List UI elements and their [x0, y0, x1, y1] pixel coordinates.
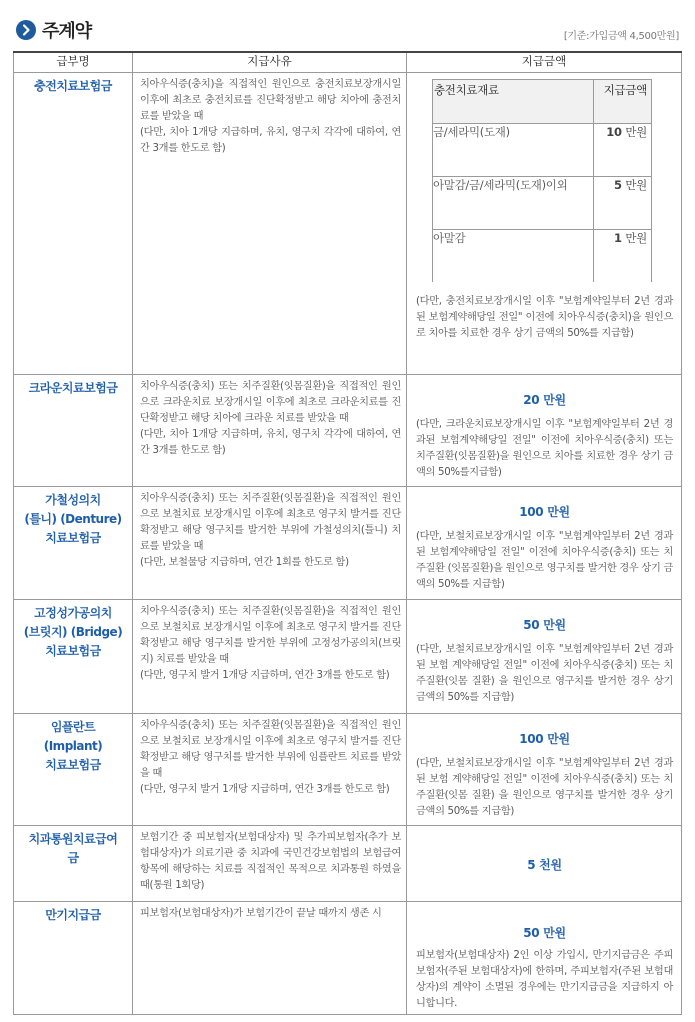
basis-note: [기준:가입금액 4,500만원]: [563, 31, 679, 42]
benefits-table: [13, 51, 682, 1015]
payment-note: (다만, 충전치료보장개시일 이후 "보험계약일부터 2년 경과된 보험계약해당일 전일" 이전에 치아우식증(충치)을 원인으로 치아를 치료한 경우 상기 금액의 50%를 지급함): [416, 296, 673, 340]
benefit-name: 가철성의치 (틀니) (Denture) 치료보험금: [14, 487, 133, 600]
payment-amount-value: 50 만원: [523, 926, 566, 940]
payment-reason: 치아우식증(충치) 또는 치주질환(잇몸질환)을 직접적인 원인으로 보철치료 보장개시일 이후에 최초로 영구치 발거를 진단 확정받고 해당 영구치를 발거한 부위에 가철성의치(틀니) 치료를 받았을 때 (다만, 보철물당 지급하며, 연간 1회를 한도로 함): [133, 487, 407, 600]
payment-reason: 치아우식증(충치)을 직접적인 원인으로 충전치료보장개시일 이후에 최초로 충전치료를 진단확정받고 해당 치아에 충전치료를 받았을 때 (다만, 치아 1개당 지급하며, 유치, 영구치 각각에 대하여, 연간 3개를 한도로 함): [133, 73, 407, 375]
table-row: [14, 714, 682, 826]
payment-reason: 치아우식증(충치) 또는 치주질환(잇몸질환)을 직접적인 원인으로 보철치료 보장개시일 이후에 최초로 영구치 발거를 진단 확정받고 해당 영구치를 발거한 부위에 임플란트 치료를 받았을 때 (다만, 영구치 발거 1개당 지급하며, 연간 3개를 한도로 함): [133, 714, 407, 826]
table-header-row: [14, 52, 682, 73]
benefit-name: 임플란트 (Implant) 치료보험금: [14, 714, 133, 826]
payment-reason: 피보험자(보험대상자)가 보험기간이 끝날 때까지 생존 시: [133, 902, 407, 1015]
benefit-name: 치과통원치료급여 금: [14, 826, 133, 902]
benefit-name: 충전치료보험금: [14, 73, 133, 375]
table-row: [14, 600, 682, 714]
table-row: [14, 375, 682, 487]
payment-note: 피보험자(보험대상자) 2인 이상 가입시, 만기지급금은 주피보험자(주된 보험대상자)에 한하며, 주피보험자(주된 보험대상자)의 계약이 소멸된 경우에는 만기지급금을 지급하지 아니합니다.: [416, 950, 673, 1010]
payment-reason: 보험기간 중 피보험자(보험대상자) 및 추가피보험자(추가 보험대상자)가 의료기관 중 치과에 국민건강보험법의 보험급여항목에 해당하는 치료를 직접적인 목적으로 치과통원 하였을 때(통원 1회당): [133, 826, 407, 902]
table-row: [14, 73, 682, 375]
payment-reason: 치아우식증(충치) 또는 치주질환(잇몸질환)을 직접적인 원인으로 크라운치료 보장개시일 이후에 최초로 크라운치료를 진단확정받고 해당 치아에 크라운 치료를 받았을 때 (다만, 치아 1개당 지급하며, 유치, 영구치 각각에 대하여, 연간 3개를 한도로 함): [133, 375, 407, 487]
benefit-name: 만기지급금: [14, 902, 133, 1015]
material-name: 아말감/금/세라믹(도재)이외: [433, 177, 594, 230]
table-row: [14, 826, 682, 902]
payment-note: (다만, 보철치료보장개시일 이후 "보험계약일부터 2년 경과된 보험계약해당일 전일" 이전에 치아우식증(충치) 또는 치주질환 (잇몸질환)을 원인으로 영구치를 발거한 경우 상기 금액의 50%를 지급함): [416, 531, 673, 591]
table-row: [14, 487, 682, 600]
payment-reason: 치아우식증(충치) 또는 치주질환(잇몸질환)을 직접적인 원인으로 보철치료 보장개시일 이후에 최초로 영구치 발거를 진단 확정받고 해당 영구치를 발거한 부위에 고정성가공의치(브릿지) 치료를 받았을 때 (다만, 영구치 발거 1개당 지급하며, 연간 3개를 한도로 함): [133, 600, 407, 714]
payment-amount-value: 5 천원: [527, 857, 562, 872]
payment-amount: [407, 902, 682, 1015]
chevron-right-icon: [16, 20, 36, 40]
header-payment-reason: 지급사유: [133, 52, 407, 73]
payment-amount: [407, 600, 682, 714]
payment-note: (다만, 보철치료보장개시일 이후 "보험계약일부터 2년 경과된 보험 계약해당일 전일" 이전에 치아우식증(충치) 또는 치주질환(잇몸 질환) 을 원인으로 영구치를 발거한 경우 상기 금액의 50%를 지급함): [416, 758, 673, 818]
section-header: [0, 0, 695, 44]
filling-material-table: [432, 79, 652, 282]
material-amount: 5 만원: [593, 177, 651, 230]
payment-amount: [407, 73, 682, 375]
table-row: [14, 902, 682, 1015]
header-payment-amount: 지급금액: [407, 52, 682, 73]
payment-amount-value: 100 만원: [519, 732, 570, 746]
payment-amount-value: 50 만원: [523, 618, 566, 632]
material-row: [433, 124, 652, 177]
material-amount: 10 만원: [593, 124, 651, 177]
material-row: [433, 230, 652, 283]
payment-note: (다만, 크라운치료보장개시일 이후 "보험계약일부터 2년 경과된 보험계약해당일 전일" 이전에 치아우식증(충치) 또는 치주질환(잇몸질환)을 원인으로 치아를 치료한 경우 상기 금액의 50%를지급함): [416, 419, 673, 479]
benefit-name: 고정성가공의치 (브릿지) (Bridge) 치료보험금: [14, 600, 133, 714]
material-name: 금/세라믹(도재): [433, 124, 594, 177]
payment-note: (다만, 보철치료보장개시일 이후 "보험계약일부터 2년 경과된 보험 계약해당일 전일" 이전에 치아우식증(충치) 또는 치주질환(잇몸 질환) 을 원인으로 영구치를 발거한 경우 상기 금액의 50%를 지급함): [416, 644, 673, 704]
subheader-material: 충전치료재료: [433, 80, 594, 124]
payment-amount: [407, 826, 682, 902]
payment-amount: [407, 375, 682, 487]
benefit-name: 크라운치료보험금: [14, 375, 133, 487]
payment-amount: [407, 714, 682, 826]
material-amount: 1 만원: [593, 230, 651, 283]
header-benefit-name: 급부명: [14, 52, 133, 73]
section-title: 주계약: [42, 21, 92, 42]
material-name: 아말감: [433, 230, 594, 283]
subheader-amount: 지급금액: [593, 80, 651, 124]
payment-amount: [407, 487, 682, 600]
material-row: [433, 177, 652, 230]
payment-amount-value: 100 만원: [519, 505, 570, 519]
payment-amount-value: 20 만원: [523, 393, 566, 407]
